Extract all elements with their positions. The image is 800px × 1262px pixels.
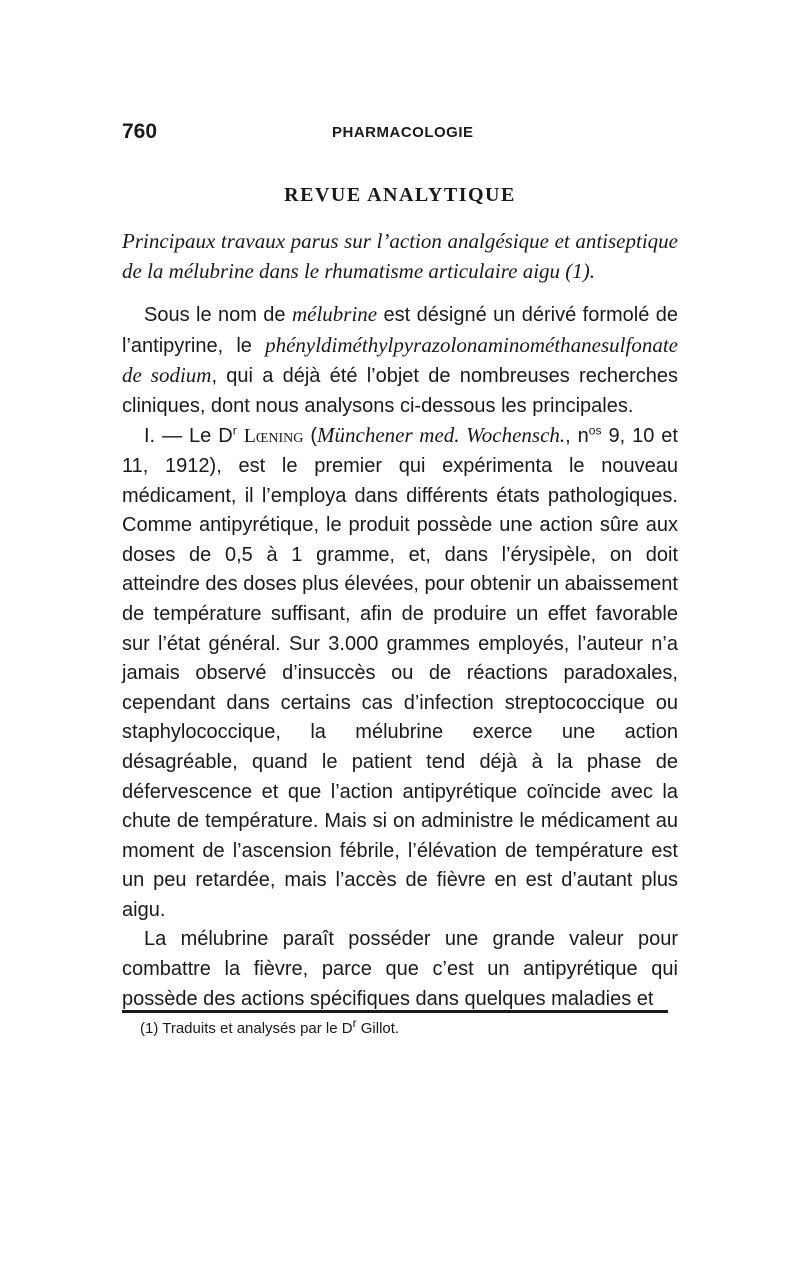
numbers-superscript: os <box>588 423 602 438</box>
para1-text-c: est désigné un dérivé formolé de l’antipyrine, le <box>122 304 679 357</box>
chemical-name: phényldiméthylpyrazolonaminométhanesulfonate de sodium <box>122 332 678 388</box>
paragraph-intro <box>122 300 678 421</box>
section-title: REVUE ANALYTIQUE <box>284 184 516 206</box>
paragraph-loening <box>122 421 678 925</box>
article-subtitle <box>122 226 678 286</box>
paragraph-fever <box>122 925 678 1014</box>
journal-name: Münchener med. Wochensch. <box>317 423 566 448</box>
para3-text: La mélubrine paraît posséder une grande valeur pour combattre la fièvre, parce que c’est un antipyrétique qui possède des actions spécifiques dans quelques maladies et <box>122 928 678 1010</box>
body-text <box>122 226 678 1014</box>
subtitle-text: Principaux travaux parus sur l’action analgésique et antiseptique de la mélubrine dans le rhumatisme articulaire aigu <box>122 229 678 283</box>
para2-text-d: 9, 10 et 11, 1912), est le premier qui expérimenta le nouveau médicament, il l’employa dans différents états pathologiques. Comme antipyrétique, le produit possède une action sûre aux doses de 0,5 à 1 gramme, et, dans l’érysipèle, on doit atteindre des doses plus élevées, pour obtenir un abaissement de température suffisant, afin de produire un effet favorable sur l’état général. Sur 3.000 grammes employés, l’auteur n’a jamais observé d’insuccès ou de réactions paradoxales, cependant dans certains cas d’infection streptococcique ou staphylococcique, la mélubrine exerce une action désagréable, quand le patient tend déjà à la phase de défervescence et que l’action antipyrétique coïncide avec la chute de température. Mais si on administre le médicament au moment de l’ascension fébrile, l’élévation de température est un peu retardée, mais l’accès de fièvre en est d’autant plus aigu. <box>122 425 678 921</box>
drug-name: mélubrine <box>291 302 378 326</box>
page-number: 760 <box>122 120 158 143</box>
para1-text-a: Sous le nom de <box>144 304 292 326</box>
para2-text-b: ( <box>303 425 317 448</box>
footnote-superscript: r <box>352 1016 357 1030</box>
footnote-reference: (1). <box>565 259 596 283</box>
footnote <box>140 1016 400 1037</box>
footnote-text-b: Gillot. <box>356 1020 400 1037</box>
para2-text-a: I. — Le D <box>144 425 233 448</box>
author-name: Lœning <box>243 425 304 448</box>
doctor-superscript: r <box>232 423 237 438</box>
para1-text-e: , qui a déjà été l’objet de nombreuses recherches cliniques, dont nous analysons ci-dessous les principales. <box>122 365 678 417</box>
page-header <box>122 120 678 146</box>
footnote-divider <box>122 1010 668 1013</box>
footnote-text-a: (1) Traduits et analysés par le D <box>140 1020 353 1037</box>
para2-text-c: , n <box>565 425 589 448</box>
running-head: PHARMACOLOGIE <box>332 124 474 141</box>
